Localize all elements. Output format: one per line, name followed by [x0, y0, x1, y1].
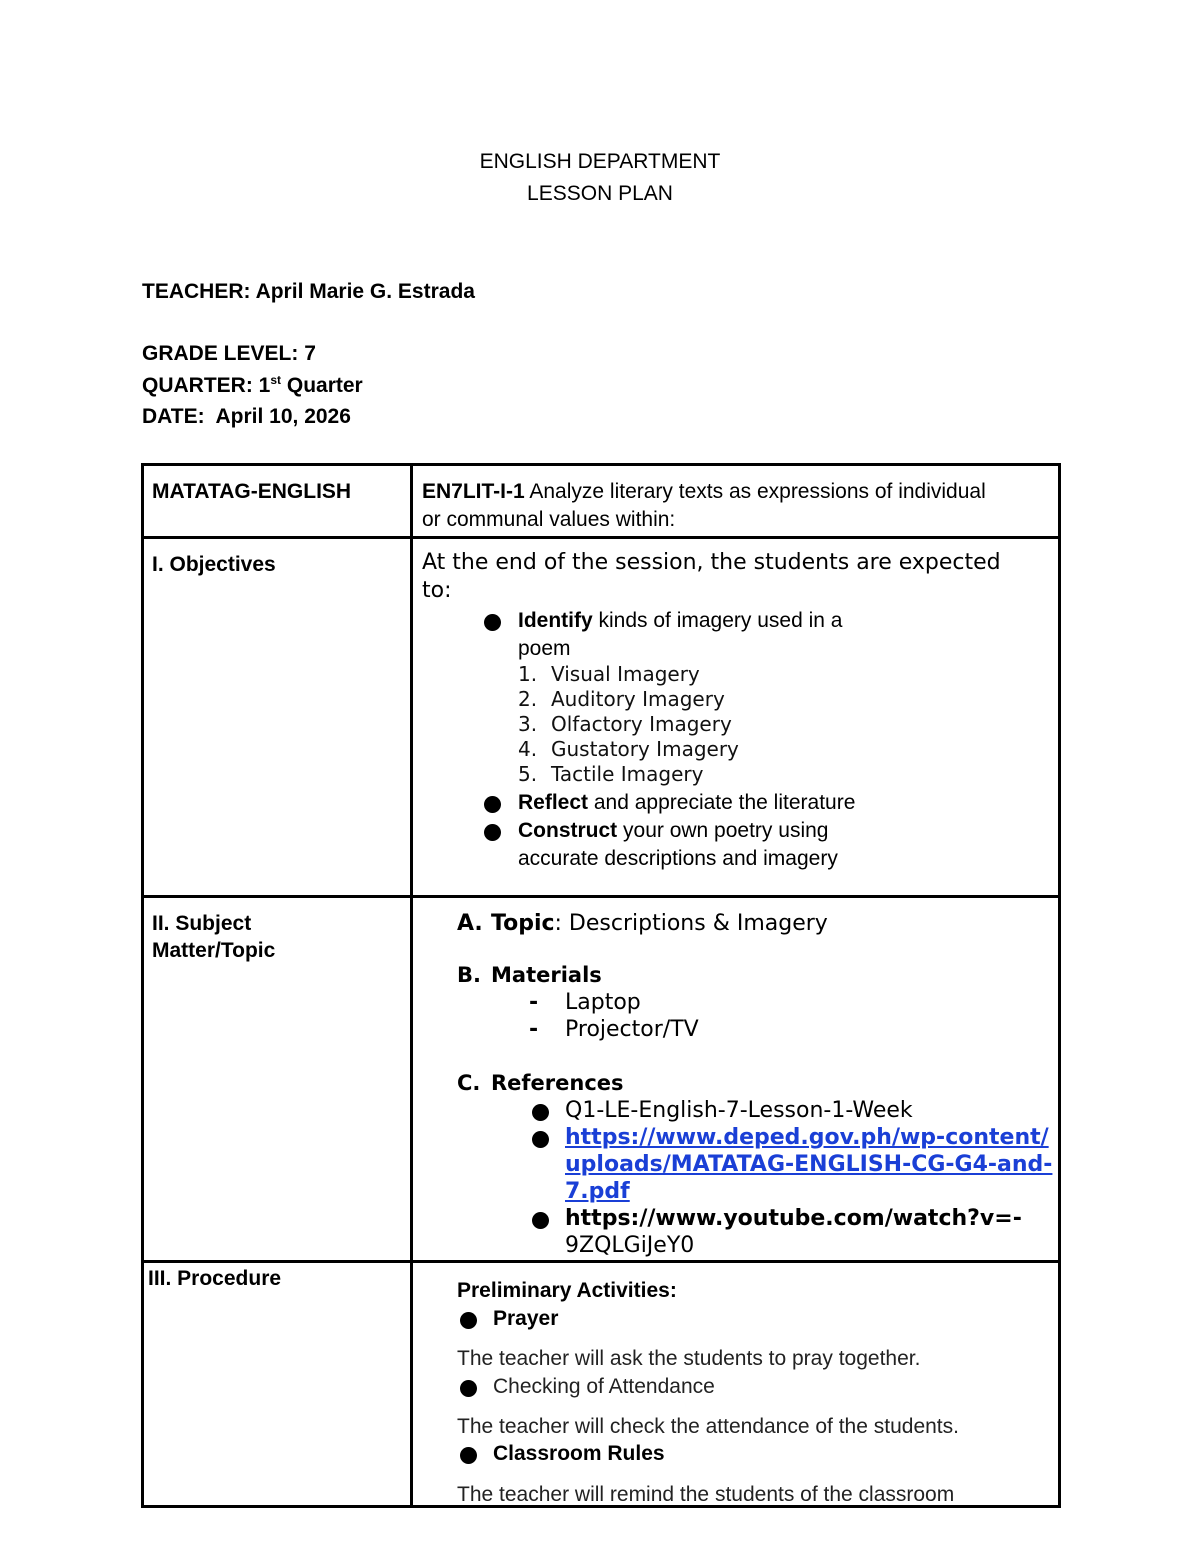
prayer-text: The teacher will ask the students to pray together.	[457, 1347, 921, 1370]
reference-item: Q1-LE-English-7-Lesson-1-Week	[565, 1098, 913, 1123]
bullet-icon	[484, 614, 501, 631]
bullet-icon	[532, 1104, 549, 1121]
teacher-label: TEACHER:	[142, 280, 251, 303]
topic-value: : Descriptions & Imagery	[554, 911, 828, 936]
references-label: References	[491, 1071, 624, 1095]
bullet-icon	[460, 1447, 477, 1464]
teacher-line	[142, 280, 475, 304]
competency-content-cell	[410, 463, 1061, 539]
list-item-text: Laptop	[565, 990, 641, 1015]
department-title: ENGLISH DEPARTMENT	[479, 150, 721, 173]
list-item-text: Olfactory Imagery	[551, 712, 732, 736]
materials-list	[529, 989, 699, 1043]
table-row-subject	[141, 895, 1061, 1263]
objective-construct	[518, 817, 828, 844]
teacher-value: April Marie G. Estrada	[255, 280, 475, 303]
materials-heading	[457, 962, 602, 989]
list-item-text: Tactile Imagery	[551, 762, 704, 786]
materials-marker: B.	[457, 963, 481, 987]
dash-marker: -	[529, 990, 539, 1015]
subject-content-cell	[410, 895, 1061, 1263]
topic-line	[457, 910, 828, 938]
references-heading	[457, 1070, 624, 1097]
objective-construct-verb: Construct	[518, 819, 618, 842]
list-number: 1.	[518, 662, 538, 686]
references-marker: C.	[457, 1071, 481, 1095]
procedure-label: III. Procedure	[148, 1267, 282, 1290]
list-item	[518, 712, 739, 737]
quarter-line	[142, 373, 363, 398]
attendance-heading: Checking of Attendance	[493, 1375, 715, 1398]
list-item-text: Projector/TV	[565, 1017, 699, 1042]
objectives-label: I. Objectives	[152, 553, 276, 576]
attendance-text: The teacher will check the attendance of the students.	[457, 1415, 959, 1438]
list-item	[518, 737, 739, 762]
list-item	[518, 687, 739, 712]
table-row-objectives	[141, 536, 1061, 898]
bullet-icon	[460, 1312, 477, 1329]
grade-line	[142, 342, 316, 366]
objectives-content-cell	[410, 536, 1061, 898]
procedure-content-cell	[410, 1260, 1061, 1508]
objectives-label-cell	[141, 536, 413, 898]
topic-label: Topic	[491, 911, 555, 936]
deped-link-line3[interactable]: 7.pdf	[565, 1179, 630, 1204]
competency-code: EN7LIT-I-1	[422, 480, 525, 503]
grade-value: 7	[304, 342, 316, 365]
list-number: 2.	[518, 687, 538, 711]
objective-reflect	[518, 789, 855, 816]
deped-link-line2[interactable]: uploads/MATATAG-ENGLISH-CG-G4-and-	[565, 1152, 1053, 1177]
list-number: 5.	[518, 762, 538, 786]
document-title: LESSON PLAN	[527, 182, 673, 205]
bullet-icon	[484, 824, 501, 841]
subject-label	[152, 910, 275, 964]
competency-text-line1	[422, 478, 986, 505]
list-item	[518, 662, 739, 687]
list-item	[518, 762, 739, 787]
preliminary-heading: Preliminary Activities:	[457, 1279, 677, 1302]
list-item	[529, 1016, 699, 1043]
objective-identify	[518, 607, 842, 634]
table-row-procedure	[141, 1260, 1061, 1508]
competency-text-line2: or communal values within:	[422, 508, 676, 531]
date-value: April 10, 2026	[215, 405, 351, 428]
quarter-number: 1	[258, 374, 271, 397]
list-item-text: Gustatory Imagery	[551, 737, 739, 761]
topic-marker: A.	[457, 911, 483, 936]
objective-reflect-verb: Reflect	[518, 791, 589, 814]
list-item-text: Auditory Imagery	[551, 687, 725, 711]
quarter-suffix: st	[270, 373, 282, 387]
materials-label: Materials	[491, 963, 602, 987]
rules-text: The teacher will remind the students of the classroom	[457, 1483, 955, 1506]
table-row-competency	[141, 463, 1061, 539]
date-line	[142, 405, 351, 429]
grade-label: GRADE LEVEL:	[142, 342, 299, 365]
date-label: DATE:	[142, 405, 205, 428]
objective-identify-verb: Identify	[518, 609, 593, 632]
objective-construct-rest: your own poetry using	[623, 819, 829, 842]
prayer-heading: Prayer	[493, 1307, 559, 1330]
subject-label-line1: II. Subject	[152, 912, 252, 935]
subject-label-cell	[141, 895, 413, 1263]
youtube-line1: https://www.youtube.com/watch?v=-	[565, 1206, 1022, 1231]
objective-identify-line2: poem	[518, 637, 571, 660]
competency-label-cell	[141, 463, 413, 539]
list-item-text: Visual Imagery	[551, 662, 700, 686]
reference-youtube	[565, 1205, 1022, 1259]
objectives-intro-line2: to:	[422, 578, 452, 603]
subject-label-line2: Matter/Topic	[152, 939, 276, 962]
objectives-intro-line1: At the end of the session, the students are expected	[422, 550, 1001, 575]
bullet-icon	[484, 796, 501, 813]
dash-marker: -	[529, 1017, 539, 1042]
list-number: 3.	[518, 712, 538, 736]
deped-link-line1[interactable]: https://www.deped.gov.ph/wp-content/	[565, 1125, 1049, 1150]
quarter-label: QUARTER:	[142, 374, 253, 397]
bullet-icon	[532, 1131, 549, 1148]
list-item	[529, 989, 699, 1016]
reference-link[interactable]	[565, 1124, 1052, 1205]
objective-construct-line2: accurate descriptions and imagery	[518, 847, 838, 870]
procedure-label-cell	[141, 1260, 413, 1508]
rules-heading: Classroom Rules	[493, 1442, 665, 1465]
list-number: 4.	[518, 737, 538, 761]
objective-identify-rest: kinds of imagery used in a	[598, 609, 843, 632]
imagery-list	[518, 662, 739, 787]
objective-reflect-rest: and appreciate the literature	[593, 791, 856, 814]
youtube-line2: 9ZQLGiJeY0	[565, 1233, 695, 1258]
competency-desc: Analyze literary texts as expressions of individual	[529, 480, 986, 503]
bullet-icon	[460, 1380, 477, 1397]
competency-label: MATATAG-ENGLISH	[152, 480, 352, 503]
quarter-word: Quarter	[286, 374, 363, 397]
bullet-icon	[532, 1212, 549, 1229]
